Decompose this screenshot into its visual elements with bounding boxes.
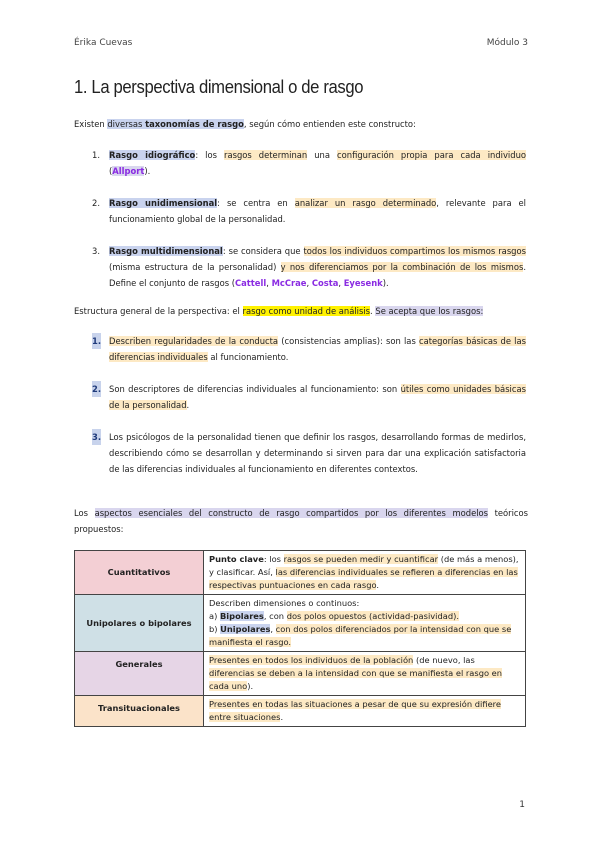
row-content: Punto clave: los rasgos se pueden medir y cuantificar (de más a menos), y clasificar. Así, las diferencias individuales se refieren a diferencias en las respectivas puntuaciones en cada rasgo.	[204, 551, 526, 595]
header-module: Módulo 3	[486, 38, 528, 48]
table-row	[75, 551, 526, 595]
structure-list	[92, 333, 526, 477]
row-label-generales: Generales	[75, 652, 204, 696]
row-label-transituacionales: Transituacionales	[75, 696, 204, 727]
row-content: Presentes en todos los individuos de la población (de nuevo, las diferencias se deben a la intensidad con que se manifiesta el rasgo en cada uno).	[204, 652, 526, 696]
list-item: 3. Los psicólogos de la personalidad tienen que definir los rasgos, desarrollando formas de medirlos, describiendo cómo se desarrollan y determinando si sirven para dar una explicación satisfactoria de las diferencias individuales al funcionamiento en diferentes contextos.	[92, 429, 526, 477]
aspects-table	[74, 550, 526, 727]
list-item: 3. Rasgo multidimensional: se considera que todos los individuos compartimos los mismos rasgos (misma estructura de la personalidad) y nos diferenciamos por la combinación de los mismos. Define el conjunto de rasgos (Cattell, McCrae, Costa, Eyesenk).	[92, 246, 526, 288]
row-content: Presentes en todas las situaciones a pesar de que su expresión difiere entre situaciones.	[204, 696, 526, 727]
row-label-unipolares: Unipolares o bipolares	[75, 595, 204, 652]
list-item: 1. Describen regularidades de la conducta (consistencias amplias): son las categorías básicas de las diferencias individuales al funcionamiento.	[92, 333, 526, 365]
list-item: 2. Son descriptores de diferencias individuales al funcionamiento: son útiles como unidades básicas de la personalidad.	[92, 381, 526, 413]
aspects-paragraph: Los aspectos esenciales del constructo de rasgo compartidos por los diferentes modelos teóricos propuestos:	[74, 508, 528, 534]
table-row	[75, 595, 526, 652]
list-item: 1. Rasgo idiográfico: los rasgos determinan una configuración propia para cada individuo (Allport).	[92, 150, 527, 176]
row-content: Describen dimensiones o continuos: a) Bipolares, con dos polos opuestos (actividad-pasividad). b) Unipolares, con dos polos diferenciados por la intensidad con que se manifiesta el rasgo.	[204, 595, 526, 652]
list-item: 2. Rasgo unidimensional: se centra en analizar un rasgo determinado, relevante para el funcionamiento global de la personalidad.	[92, 198, 527, 224]
row-label-cuantitativos: Cuantitativos	[75, 551, 204, 595]
table-row	[75, 696, 526, 727]
page-title: 1. La perspectiva dimensional o de rasgo	[74, 76, 364, 97]
structure-paragraph: Estructura general de la perspectiva: el rasgo como unidad de análisis. Se acepta que los rasgos:	[74, 306, 484, 316]
taxonomy-list	[92, 147, 526, 291]
header-author: Érika Cuevas	[74, 38, 133, 48]
page-number: 1	[519, 800, 525, 810]
table-row	[75, 652, 526, 696]
intro-paragraph: Existen diversas taxonomías de rasgo, según cómo entienden este constructo:	[74, 119, 416, 129]
